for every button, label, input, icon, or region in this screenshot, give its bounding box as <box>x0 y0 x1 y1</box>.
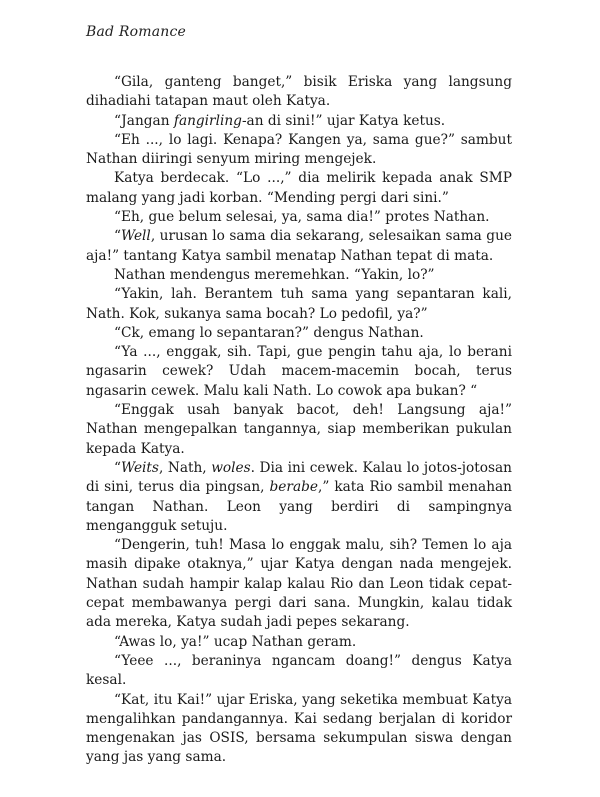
text-run: “Yakin, lah. Berantem tuh sama yang sepantaran kali, Nath. Kok, sukanya sama bocah? Lo pedofil, ya?” <box>86 286 512 322</box>
paragraph <box>86 227 512 266</box>
running-head-title: Bad Romance <box>86 24 186 40</box>
text-run: “Enggak usah banyak bacot, deh! Langsung aja!” Nathan mengepalkan tangannya, siap memberikan pukulan kepada Katya. <box>86 402 512 457</box>
text-run: “Ck, emang lo sepantaran?” dengus Nathan. <box>114 324 424 341</box>
text-run: ,” kata Rio sambil menahan tangan Nathan. Leon yang berdiri di sampingnya mengangguk setuju. <box>86 479 512 534</box>
paragraph <box>86 691 512 768</box>
italic-text: berabe <box>269 479 318 496</box>
paragraph <box>86 266 512 285</box>
paragraph <box>86 112 512 131</box>
italic-text: fangirling <box>173 112 242 129</box>
text-run: “Jangan <box>114 112 174 129</box>
body-text <box>86 73 512 768</box>
paragraph <box>86 285 512 324</box>
paragraph <box>86 169 512 208</box>
text-run: , urusan lo sama dia sekarang, selesaikan sama gue aja!” tantang Katya sambil menatap Nathan tepat di mata. <box>86 228 512 264</box>
text-run: Katya berdecak. “Lo ...,” dia melirik kepada anak SMP malang yang jadi korban. “Mending pergi dari sini.” <box>86 170 512 206</box>
text-run: “Awas lo, ya!” ucap Nathan geram. <box>114 633 357 650</box>
text-run: “ <box>114 459 121 476</box>
text-run: “Eh ..., lo lagi. Kenapa? Kangen ya, sama gue?” sambut Nathan diiringi senyum miring mengejek. <box>86 131 512 168</box>
italic-text: Well <box>121 228 151 245</box>
text-run: “Ya ..., enggak, sih. Tapi, gue pengin tahu aja, lo berani ngasarin cewek? Udah macem-macemin bocah, terus ngasarin cewek. Malu kali Nath. Lo cowok apa bukan? “ <box>86 344 512 399</box>
paragraph <box>86 401 512 459</box>
text-run: “ <box>114 228 121 245</box>
text-run: “Gila, ganteng banget,” bisik Eriska yang langsung dihadiahi tatapan maut oleh Katya. <box>86 74 512 110</box>
text-run: “Kat, itu Kai!” ujar Eriska, yang seketika membuat Katya mengalihkan pandangannya. Kai sedang berjalan di koridor mengenakan jas OSIS, bersama sekumpulan siswa dengan yang jas yang sama. <box>86 691 512 766</box>
text-run: , Nath, <box>158 459 212 476</box>
paragraph <box>86 459 512 536</box>
text-run: “Yeee ..., beraninya ngancam doang!” dengus Katya kesal. <box>86 652 512 689</box>
paragraph <box>86 343 512 401</box>
paragraph <box>86 633 512 652</box>
paragraph <box>86 73 512 112</box>
text-run: Nathan mendengus meremehkan. “Yakin, lo?” <box>114 266 435 283</box>
text-run: “Dengerin, tuh! Masa lo enggak malu, sih? Temen lo aja masih dipake otaknya,” ujar Katya dengan nada mengejek. Nathan sudah hampir kalap kalau Rio dan Leon tidak cepat-cepat membawanya pergi dari sana. Mungkin, kalau tidak ada mereka, Katya sudah jadi pepes sekarang. <box>86 537 512 631</box>
text-run: “Eh, gue belum selesai, ya, sama dia!” protes Nathan. <box>114 209 490 226</box>
paragraph <box>86 536 512 632</box>
paragraph <box>86 208 512 227</box>
text-run: -an di sini!” ujar Katya ketus. <box>241 112 446 129</box>
paragraph <box>86 652 512 691</box>
paragraph <box>86 324 512 343</box>
paragraph <box>86 131 512 170</box>
italic-text: Weits <box>121 459 159 476</box>
text-run: . Dia ini cewek. Kalau lo jotos-jotosan di sini, terus dia pingsan, <box>86 459 512 496</box>
italic-text: woles <box>211 459 251 476</box>
